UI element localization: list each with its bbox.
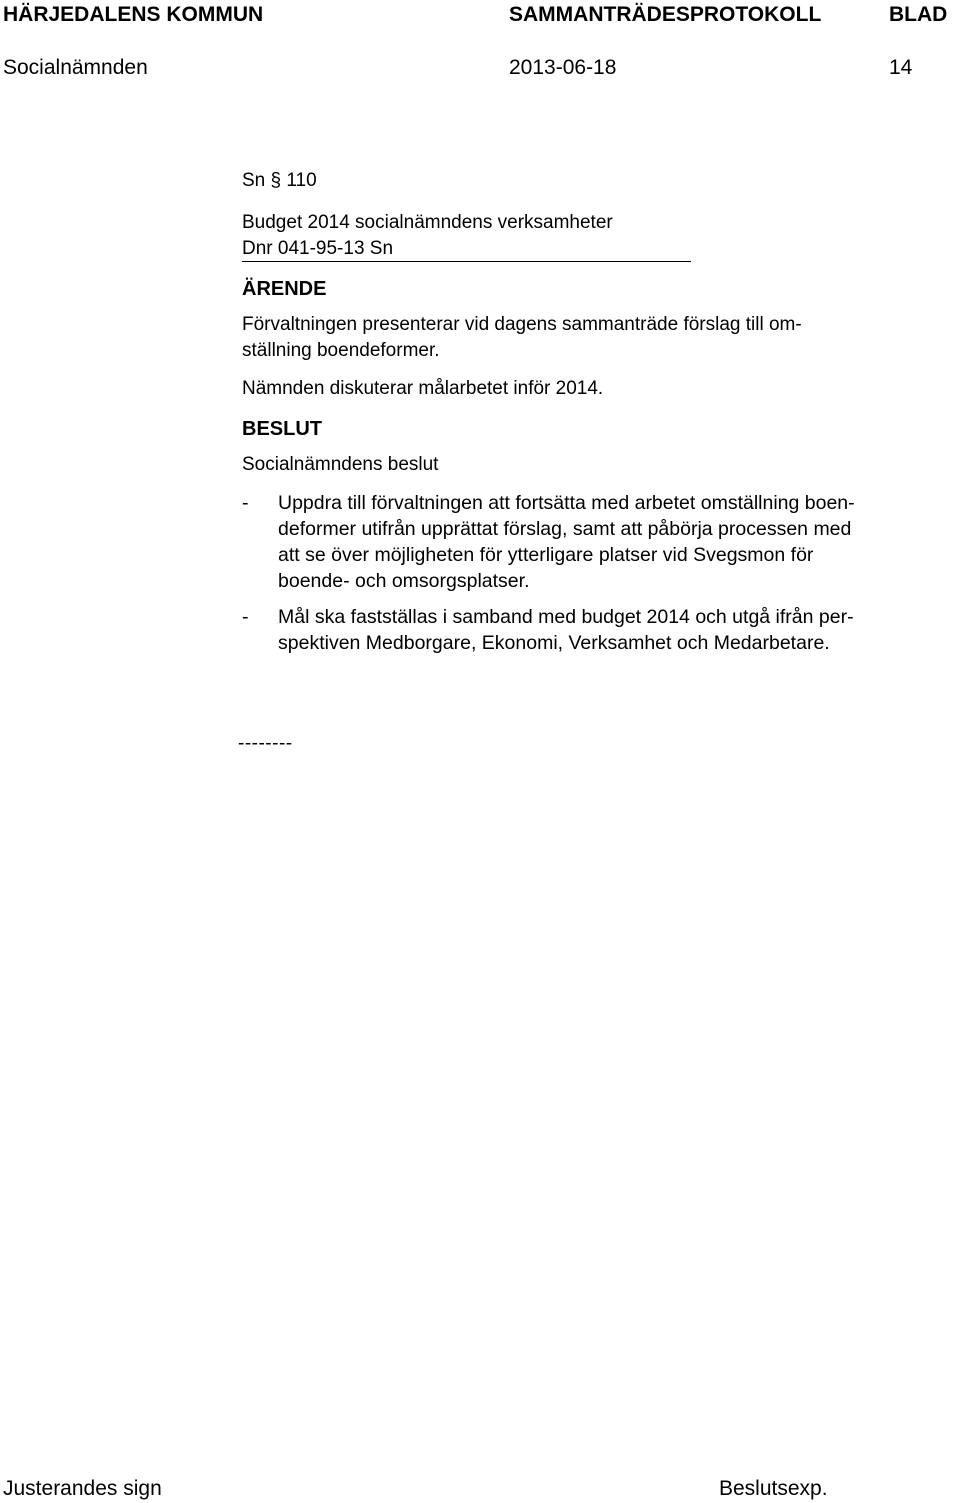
protocol-section bbox=[242, 168, 942, 666]
arende-heading: ÄRENDE bbox=[242, 278, 327, 300]
list-item-line: deformer utifrån upprättat förslag, samt att påbörja processen med bbox=[278, 518, 852, 540]
diary-number: Dnr 041-95-13 Sn bbox=[242, 237, 691, 262]
footer-beslutsexp: Beslutsexp. bbox=[719, 1477, 828, 1500]
section-title: Budget 2014 socialnämndens verksamheter bbox=[242, 212, 613, 233]
list-item-line: Uppdra till förvaltningen att fortsätta med arbetet omställning boen- bbox=[278, 492, 855, 514]
list-dash: - bbox=[242, 606, 249, 628]
section-number: Sn § 110 bbox=[242, 170, 317, 191]
beslut-intro: Socialnämndens beslut bbox=[242, 454, 439, 475]
blad-label: BLAD bbox=[889, 3, 948, 26]
arende-paragraph-2: Nämnden diskuterar målarbetet inför 2014. bbox=[242, 378, 604, 399]
list-item bbox=[242, 490, 942, 594]
meeting-date: 2013-06-18 bbox=[509, 56, 617, 79]
list-item-line: Mål ska fastställas i samband med budget 2014 och utgå ifrån per- bbox=[278, 606, 854, 628]
footer-justerandes-sign: Justerandes sign bbox=[3, 1477, 162, 1500]
section-separator: -------- bbox=[238, 733, 293, 754]
decision-list bbox=[242, 490, 942, 656]
document-type: SAMMANTRÄDESPROTOKOLL bbox=[509, 3, 822, 26]
arende-paragraph bbox=[242, 312, 942, 364]
list-item bbox=[242, 604, 942, 656]
organization-name: HÄRJEDALENS KOMMUN bbox=[3, 3, 264, 26]
beslut-heading: BESLUT bbox=[242, 418, 322, 440]
arende-line: ställning boendeformer. bbox=[242, 340, 440, 361]
arende-line: Förvaltningen presenterar vid dagens sammanträde förslag till om- bbox=[242, 314, 802, 335]
list-item-line: boende- och omsorgsplatser. bbox=[278, 570, 530, 592]
page-number: 14 bbox=[889, 56, 913, 79]
committee-name: Socialnämnden bbox=[3, 56, 148, 79]
list-item-line: att se över möjligheten för ytterligare platser vid Svegsmon för bbox=[278, 544, 814, 566]
list-dash: - bbox=[242, 492, 249, 514]
list-item-line: spektiven Medborgare, Ekonomi, Verksamhet och Medarbetare. bbox=[278, 632, 830, 654]
